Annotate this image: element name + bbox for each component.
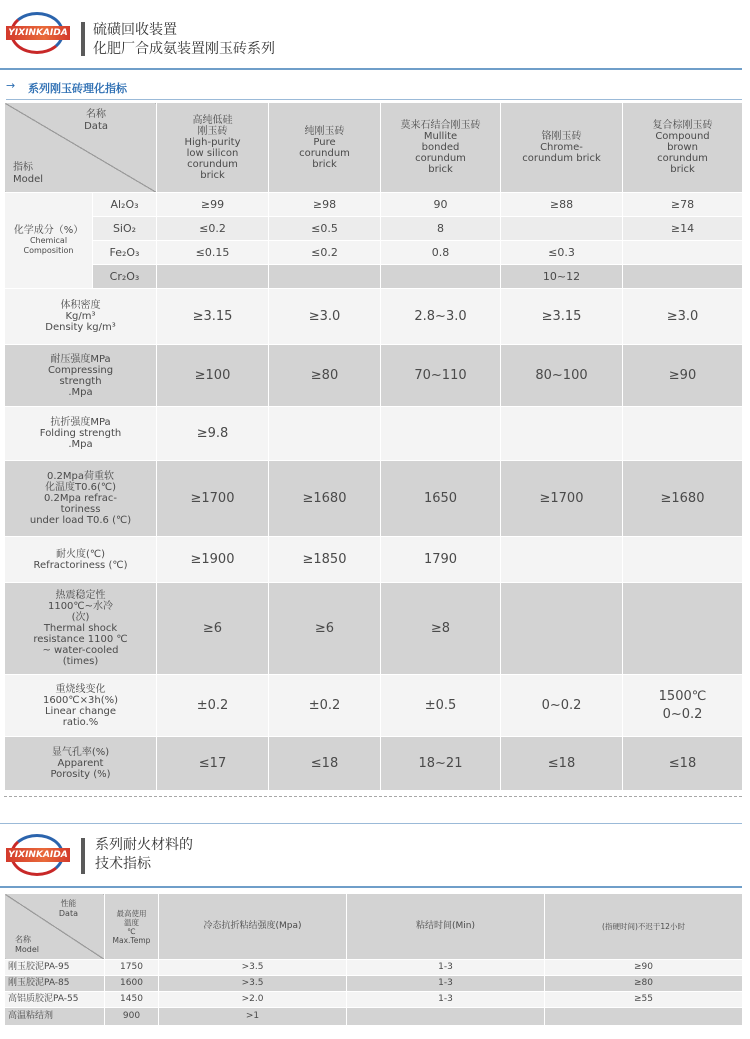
cell: ≥100	[157, 345, 269, 407]
cell: 10~12	[501, 265, 623, 289]
company-logo	[6, 12, 70, 58]
row-label-thermal-shock: 热震稳定性 1100℃~水冷 (次) Thermal shock resistance 1100 ℃ ~ water-cooled (times)	[5, 583, 157, 675]
chem-name-cr2o3: Cr₂O₃	[93, 265, 157, 289]
corner-model-en: Model	[13, 174, 44, 185]
corner-data-en: Data	[84, 121, 108, 132]
corundum-brick-properties-table	[4, 102, 743, 791]
header-title-line2: 化肥厂合成氨装置刚玉砖系列	[93, 41, 275, 57]
cell: 2.8~3.0	[381, 289, 501, 345]
cell: ≤0.2	[269, 241, 381, 265]
row-label-linear-change: 重烧线变化 1600℃×3h(%) Linear change ratio.%	[5, 675, 157, 737]
corner-index-cn: 指标	[13, 162, 33, 173]
cell: 1-3	[347, 960, 545, 976]
table2-col-bond-time: 粘结时间(Min)	[347, 894, 545, 960]
table2-row-name: 高铝质胶泥PA-55	[5, 992, 105, 1008]
cell	[269, 265, 381, 289]
cell	[381, 265, 501, 289]
cell: ≥1700	[157, 461, 269, 537]
cell	[545, 1008, 743, 1026]
section-title: 系列刚玉砖理化指标	[28, 82, 127, 95]
cell	[623, 407, 743, 461]
cell: ≥3.15	[501, 289, 623, 345]
corner-perf-cn: 性能	[60, 899, 77, 908]
cell: >1	[159, 1008, 347, 1026]
cell: 1600	[105, 976, 159, 992]
section-separator	[4, 796, 742, 797]
cell: ±0.5	[381, 675, 501, 737]
header2-divider	[81, 838, 85, 874]
cell: ≥90	[545, 960, 743, 976]
section-underline	[6, 99, 742, 100]
cell	[157, 265, 269, 289]
row-label-rul: 0.2Mpa荷重软 化温度T0.6(℃) 0.2Mpa refrac- toriness under load T0.6 (℃)	[5, 461, 157, 537]
cell	[347, 1008, 545, 1026]
cell	[623, 241, 743, 265]
header-divider	[81, 22, 85, 56]
header-title-line1: 硫磺回收装置	[93, 22, 177, 38]
cell	[623, 583, 743, 675]
cell: ≥3.0	[269, 289, 381, 345]
cell: 18~21	[381, 737, 501, 791]
company-logo-2	[6, 834, 70, 880]
header2-title-line1: 系列耐火材料的	[95, 837, 193, 853]
cell: ≥1700	[501, 461, 623, 537]
cell: ≥6	[269, 583, 381, 675]
header-col-1: 高纯低硅 刚玉砖 High-purity low silicon corundum brick	[157, 103, 269, 193]
cell: ≥55	[545, 992, 743, 1008]
table2-col-set-time: (指硬时间)不迟于12小时	[545, 894, 743, 960]
header2-title-line2: 技术指标	[95, 856, 151, 872]
chem-name-al2o3: Al₂O₃	[93, 193, 157, 217]
cell: ≥1680	[623, 461, 743, 537]
cell	[381, 407, 501, 461]
cell: ≤17	[157, 737, 269, 791]
cell: 900	[105, 1008, 159, 1026]
table1-corner-header	[5, 103, 157, 193]
cell	[501, 583, 623, 675]
cell: 0~0.2	[501, 675, 623, 737]
cell: ≤0.5	[269, 217, 381, 241]
cell: ≥78	[623, 193, 743, 217]
cell: ≥9.8	[157, 407, 269, 461]
cell: ≤0.2	[157, 217, 269, 241]
cell: ≤18	[623, 737, 743, 791]
section-arrow: →	[6, 79, 16, 92]
cell: 70~110	[381, 345, 501, 407]
cell: 1-3	[347, 976, 545, 992]
logo-text: YIXINKAIDA	[6, 26, 70, 40]
table2-col-strength: 冷态抗折粘结强度(Mpa)	[159, 894, 347, 960]
cell: ±0.2	[269, 675, 381, 737]
header-col-2: 纯刚玉砖 Pure corundum brick	[269, 103, 381, 193]
cell	[501, 537, 623, 583]
row-label-porosity: 显气孔率(%) Apparent Porosity (%)	[5, 737, 157, 791]
cell: 0.8	[381, 241, 501, 265]
logo-text: YIXINKAIDA	[6, 848, 70, 862]
cell: ≥98	[269, 193, 381, 217]
header-col-5: 复合棕刚玉砖 Compound brown corundum brick	[623, 103, 743, 193]
table2-temp-header: 最高使用 温度 ℃ Max.Temp	[105, 894, 159, 960]
table2-row-name: 刚玉胶泥PA-85	[5, 976, 105, 992]
cell: ≥3.0	[623, 289, 743, 345]
cell	[269, 407, 381, 461]
chem-composition-label: 化学成分（%） Chemical Composition	[5, 193, 93, 289]
cell: 90	[381, 193, 501, 217]
chem-name-sio2: SiO₂	[93, 217, 157, 241]
cell	[623, 537, 743, 583]
cell: ≤18	[501, 737, 623, 791]
cell: 1650	[381, 461, 501, 537]
corner-data-en: Data	[58, 909, 78, 918]
chem-name-fe2o3: Fe₂O₃	[93, 241, 157, 265]
corner-name-cn: 名称	[15, 935, 31, 944]
cell: ≥1900	[157, 537, 269, 583]
row-label-density: 体积密度 Kg/m³ Density kg/m³	[5, 289, 157, 345]
section2-topline	[0, 823, 742, 824]
header2-underline	[0, 886, 742, 888]
cell: ≥8	[381, 583, 501, 675]
header-col-3: 莫来石结合刚玉砖 Mullite bonded corundum brick	[381, 103, 501, 193]
cell: 1500℃ 0~0.2	[623, 675, 743, 737]
cell: ≥3.15	[157, 289, 269, 345]
header-underline	[0, 68, 742, 70]
cell: ≤18	[269, 737, 381, 791]
cell: ≤0.15	[157, 241, 269, 265]
corner-model-en: Model	[15, 945, 40, 954]
cell: ≥1680	[269, 461, 381, 537]
row-label-folding: 抗折强度MPa Folding strength .Mpa	[5, 407, 157, 461]
row-label-compressive: 耐压强度MPa Compressing strength .Mpa	[5, 345, 157, 407]
cell: ≥14	[623, 217, 743, 241]
header-col-4: 铬刚玉砖 Chrome- corundum brick	[501, 103, 623, 193]
cell: ≥90	[623, 345, 743, 407]
cell: ≥80	[545, 976, 743, 992]
cell: >3.5	[159, 960, 347, 976]
table2-corner-header	[5, 894, 105, 960]
cell: 8	[381, 217, 501, 241]
cell: ±0.2	[157, 675, 269, 737]
cell: ≤0.3	[501, 241, 623, 265]
cell: ≥88	[501, 193, 623, 217]
cell: 1790	[381, 537, 501, 583]
cell: ≥6	[157, 583, 269, 675]
cell	[501, 407, 623, 461]
cell: 1750	[105, 960, 159, 976]
corner-name-cn: 名称	[86, 109, 107, 120]
cell: ≥1850	[269, 537, 381, 583]
cell: ≥80	[269, 345, 381, 407]
cell: 80~100	[501, 345, 623, 407]
refractory-materials-table	[4, 893, 743, 1026]
cell	[501, 217, 623, 241]
cell: ≥99	[157, 193, 269, 217]
table2-row-name: 刚玉胶泥PA-95	[5, 960, 105, 976]
table2-row-name: 高温粘结剂	[5, 1008, 105, 1026]
cell	[623, 265, 743, 289]
cell: 1450	[105, 992, 159, 1008]
cell: >3.5	[159, 976, 347, 992]
cell: >2.0	[159, 992, 347, 1008]
cell: 1-3	[347, 992, 545, 1008]
row-label-refractoriness: 耐火度(℃) Refractoriness (℃)	[5, 537, 157, 583]
